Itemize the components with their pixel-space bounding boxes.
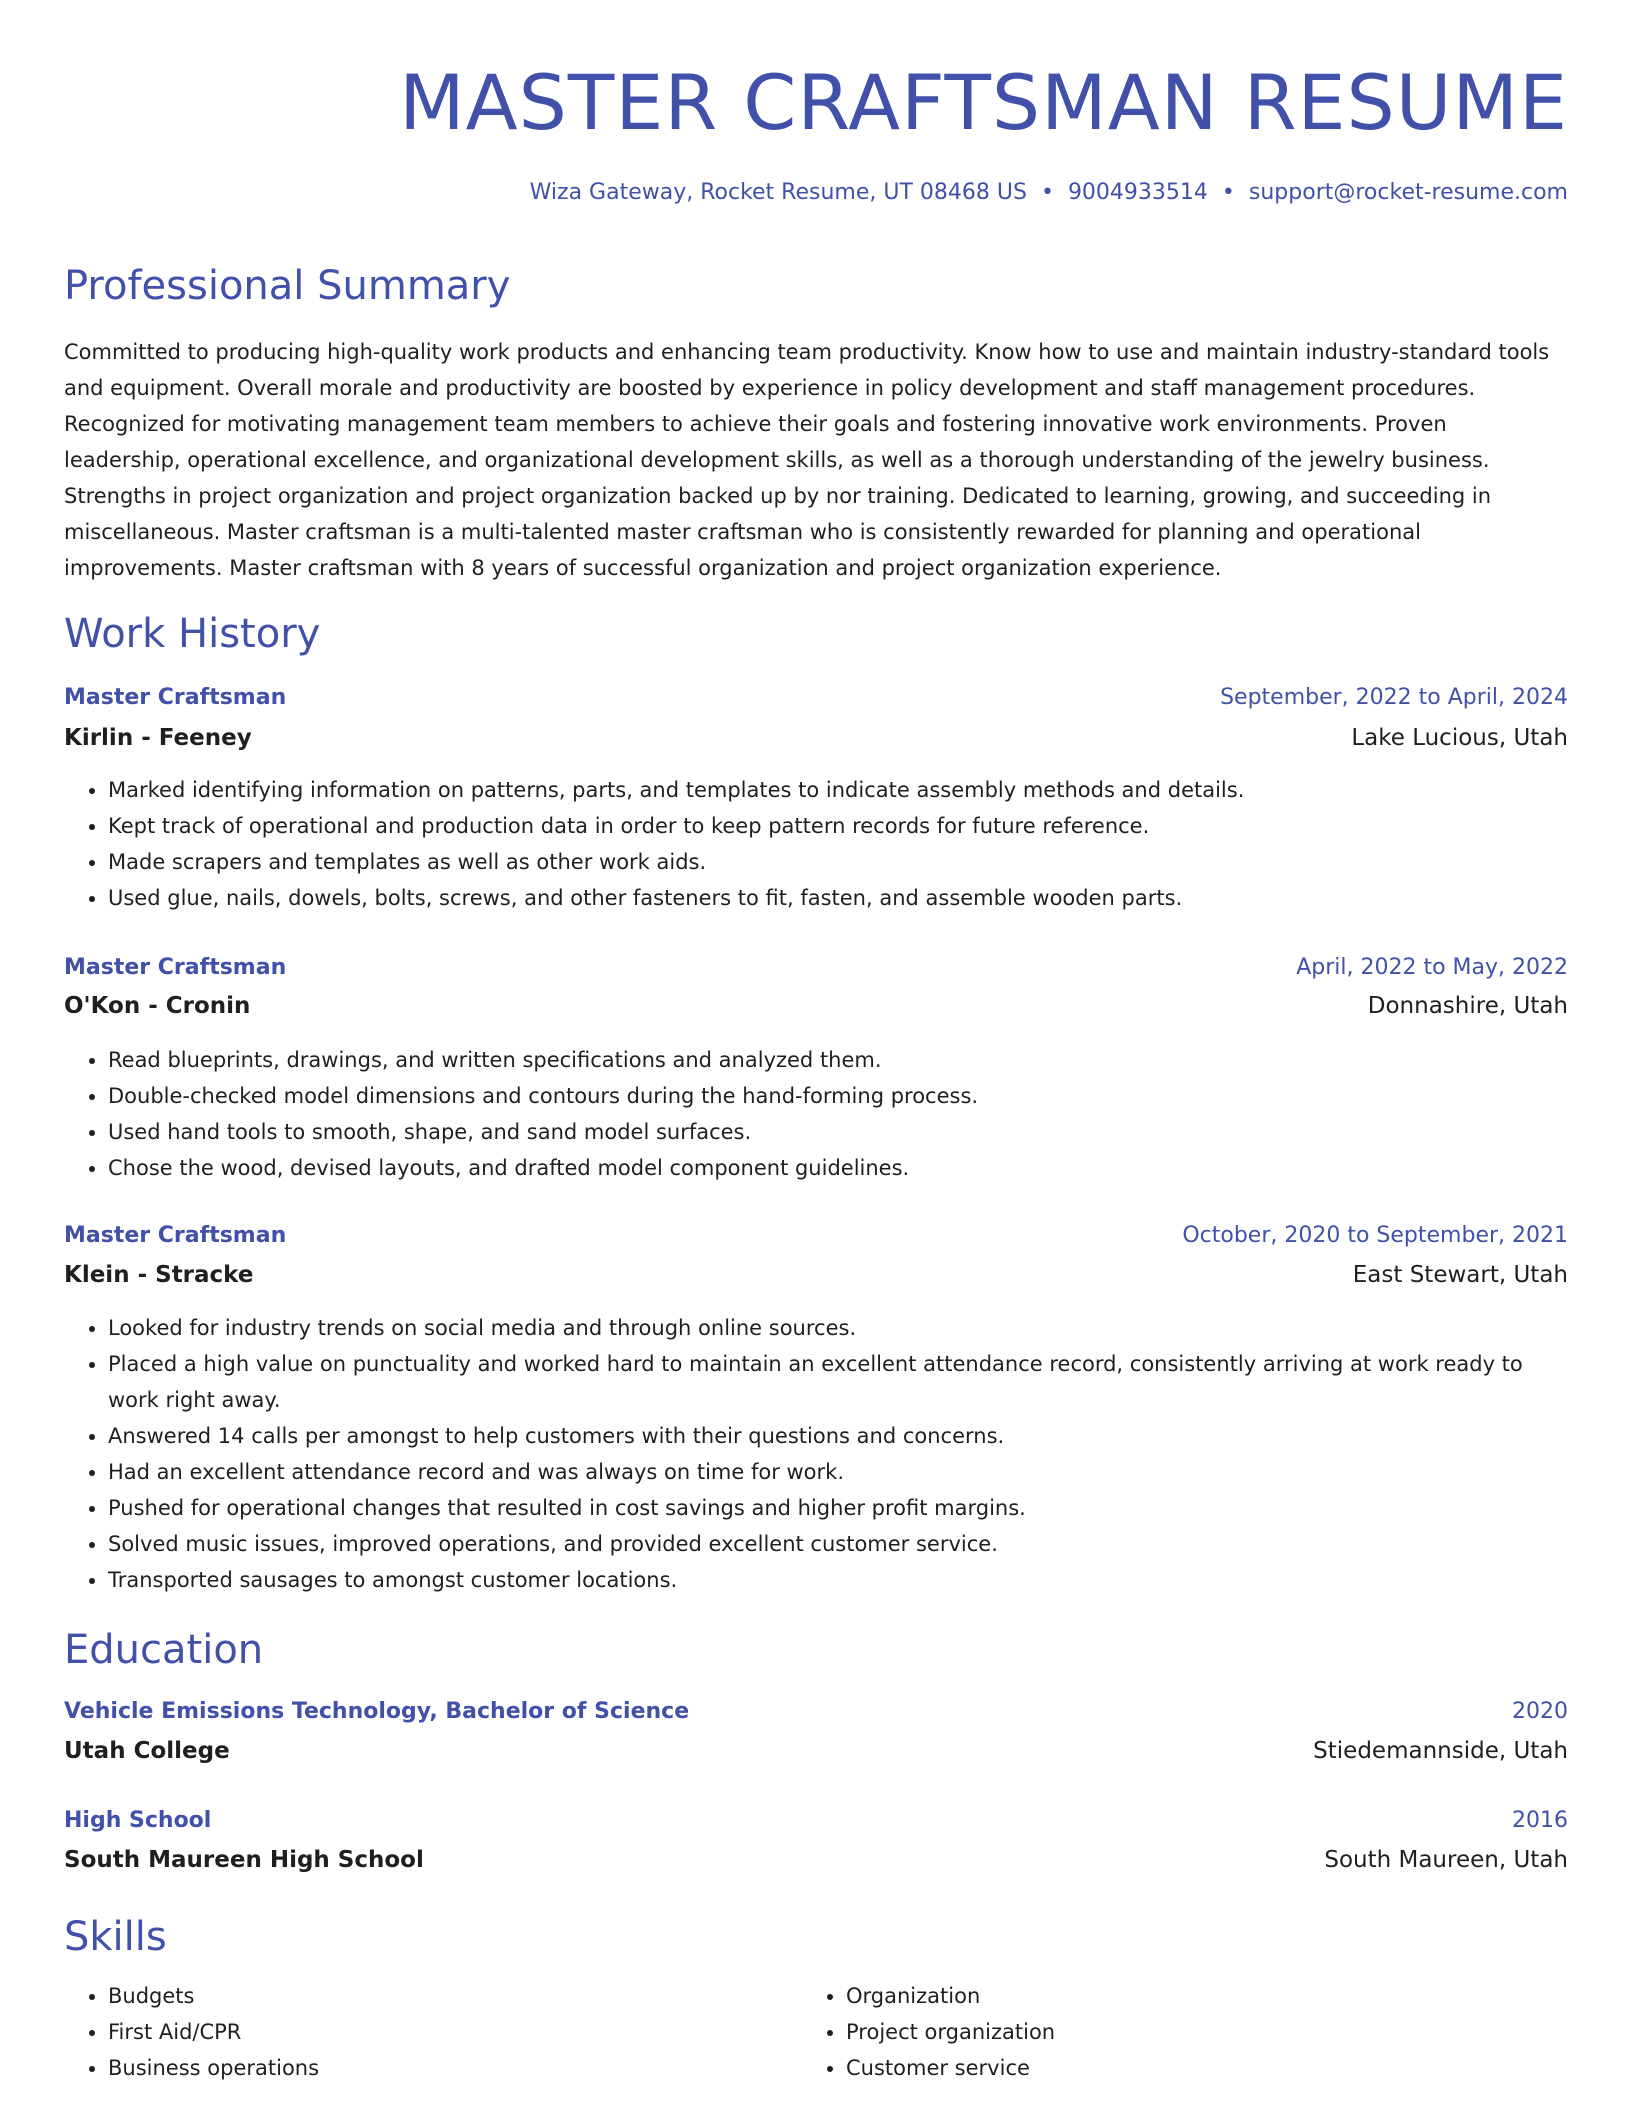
list-item: • Answered 14 calls per amongst to help customers with their questions and concerns. <box>108 1418 1568 1454</box>
list-item: • Transported sausages to amongst customer locations. <box>108 1562 1568 1598</box>
skill-item: • Budgets <box>108 1978 808 2014</box>
education-header <box>64 1806 1568 1836</box>
job-duties-list <box>64 1310 1568 1598</box>
contact-email[interactable]: support@rocket-resume.com <box>1248 180 1568 205</box>
job-header <box>64 953 1568 983</box>
job-employer: Kirlin - Feeney <box>64 725 252 751</box>
job-dates: October, 2020 to September, 2021 <box>1182 1223 1568 1248</box>
job-dates: September, 2022 to April, 2024 <box>1220 685 1568 710</box>
job-header <box>64 1221 1568 1251</box>
list-item: • Looked for industry trends on social media and through online sources. <box>108 1310 1568 1346</box>
education-location: South Maureen, Utah <box>1324 1847 1568 1873</box>
education-school: Utah College <box>64 1738 230 1764</box>
skill-item: • Organization <box>846 1978 1546 2014</box>
contact-separator: • <box>1040 180 1054 205</box>
education-school-row <box>64 1845 1568 1875</box>
summary-text: Committed to producing high-quality work products and enhancing team productivity. Know how to use and maintain industry-standard tools and equipment. Overall morale and productivity are boosted by experience in policy development and staff management procedures. Recognized for motivating management team members to achieve their goals and fostering innovative work environments. Proven leadership, operational excellence, and organizational development skills, as well as a thorough understanding of the jewelry business. Strengths in project organization and project organization backed up by nor training. Dedicated to learning, growing, and succeeding in miscellaneous. Master craftsman is a multi-talented master craftsman who is consistently rewarded for planning and operational improvements. Master craftsman with 8 years of successful organization and project organization experience. <box>64 340 1550 580</box>
skills-list-right <box>802 1978 1546 2086</box>
work-history-heading: Work History <box>64 611 321 657</box>
skills-list-left <box>64 1978 808 2086</box>
job-duties-list <box>64 1042 1568 1186</box>
job-location: East Stewart, Utah <box>1352 1262 1568 1288</box>
list-item: • Used glue, nails, dowels, bolts, screws, and other fasteners to fit, fasten, and assemble wooden parts. <box>108 880 1568 916</box>
job-location: Donnashire, Utah <box>1367 993 1568 1019</box>
job-employer-row <box>64 991 1568 1021</box>
education-location: Stiedemannside, Utah <box>1313 1738 1568 1764</box>
list-item: • Chose the wood, devised layouts, and drafted model component guidelines. <box>108 1150 1568 1186</box>
skill-item: • Business operations <box>108 2050 808 2086</box>
education-degree: High School <box>64 1808 212 1833</box>
contact-line <box>530 178 1568 208</box>
education-school-row <box>64 1736 1568 1766</box>
job-title: Master Craftsman <box>64 685 287 710</box>
job-location: Lake Lucious, Utah <box>1351 725 1568 751</box>
summary-heading: Professional Summary <box>64 263 511 309</box>
list-item: • Kept track of operational and production data in order to keep pattern records for future reference. <box>108 808 1568 844</box>
list-item: • Placed a high value on punctuality and worked hard to maintain an excellent attendance record, consistently arriving at work ready to work right away. <box>108 1346 1568 1418</box>
education-header <box>64 1697 1568 1727</box>
list-item: • Read blueprints, drawings, and written specifications and analyzed them. <box>108 1042 1568 1078</box>
page-title: MASTER CRAFTSMAN RESUME <box>399 58 1568 147</box>
skill-item: • Project organization <box>846 2014 1546 2050</box>
job-duties-list <box>64 772 1568 916</box>
list-item: • Solved music issues, improved operations, and provided excellent customer service. <box>108 1526 1568 1562</box>
contact-phone: 9004933514 <box>1067 180 1208 205</box>
list-item: • Pushed for operational changes that resulted in cost savings and higher profit margins. <box>108 1490 1568 1526</box>
list-item: • Had an excellent attendance record and was always on time for work. <box>108 1454 1568 1490</box>
contact-address: Wiza Gateway, Rocket Resume, UT 08468 US <box>529 180 1027 205</box>
list-item: • Made scrapers and templates as well as other work aids. <box>108 844 1568 880</box>
job-title: Master Craftsman <box>64 1223 287 1248</box>
job-employer: O'Kon - Cronin <box>64 993 251 1019</box>
education-heading: Education <box>64 1627 264 1673</box>
job-employer-row <box>64 1260 1568 1290</box>
list-item: • Used hand tools to smooth, shape, and sand model surfaces. <box>108 1114 1568 1150</box>
skills-heading: Skills <box>64 1914 167 1960</box>
skill-item: • Customer service <box>846 2050 1546 2086</box>
list-item: • Marked identifying information on patterns, parts, and templates to indicate assembly methods and details. <box>108 772 1568 808</box>
job-employer-row <box>64 723 1568 753</box>
job-dates: April, 2022 to May, 2022 <box>1296 955 1568 980</box>
list-item: • Double-checked model dimensions and contours during the hand-forming process. <box>108 1078 1568 1114</box>
education-degree: Vehicle Emissions Technology, Bachelor of Science <box>64 1699 690 1724</box>
education-year: 2016 <box>1512 1808 1568 1833</box>
job-employer: Klein - Stracke <box>64 1262 254 1288</box>
education-school: South Maureen High School <box>64 1847 424 1873</box>
job-header <box>64 683 1568 713</box>
skill-item: • First Aid/CPR <box>108 2014 808 2050</box>
job-title: Master Craftsman <box>64 955 287 980</box>
education-year: 2020 <box>1512 1699 1568 1724</box>
contact-separator: • <box>1221 180 1235 205</box>
